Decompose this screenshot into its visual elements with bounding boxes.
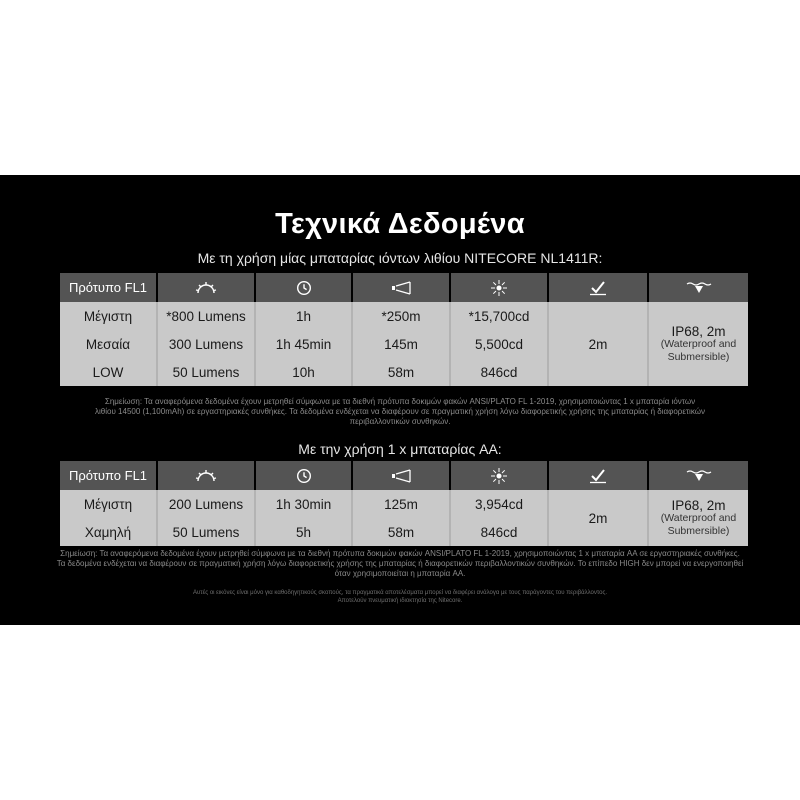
spec-table-li-ion xyxy=(60,273,748,386)
disclaimer xyxy=(0,589,800,605)
impact-cell: 2m xyxy=(548,302,648,386)
mode-cell: Μέγιστη xyxy=(60,302,157,330)
runtime-cell: 1h 30min xyxy=(255,490,352,518)
intensity-cell: 3,954cd xyxy=(450,490,548,518)
brightness-icon xyxy=(195,469,217,483)
table-header-row xyxy=(60,273,748,302)
header-model: Πρότυπο FL1 xyxy=(60,273,157,302)
mode-cell: Μεσαία xyxy=(60,330,157,358)
header-waterproof xyxy=(648,461,748,490)
table-row xyxy=(60,302,748,330)
table-row xyxy=(60,490,748,518)
header-waterproof xyxy=(648,273,748,302)
table-header-row xyxy=(60,461,748,490)
waterproof-note-1: (Waterproof and xyxy=(660,337,737,350)
waterproof-cell xyxy=(648,490,748,546)
waterproof-rating: IP68, 2m xyxy=(671,497,726,513)
waterproof-note-2: Submersible) xyxy=(667,350,730,363)
runtime-cell: 1h 45min xyxy=(255,330,352,358)
section2-subtitle: Με την χρήση 1 x μπαταρίας AA: xyxy=(298,441,502,457)
beam-distance-icon xyxy=(391,469,411,483)
impact-resistance-icon xyxy=(588,280,608,296)
disclaimer-line-2: Αποτελούν πνευματική ιδιοκτησία της Nitecore. xyxy=(337,598,463,604)
page-title: Τεχνικά Δεδομένα xyxy=(275,208,525,240)
header-impact xyxy=(548,273,648,302)
beam-distance-icon xyxy=(391,281,411,295)
header-model: Πρότυπο FL1 xyxy=(60,461,157,490)
mode-cell: LOW xyxy=(60,358,157,386)
waterproof-note-2: Submersible) xyxy=(667,524,730,537)
waterproof-icon xyxy=(686,281,712,295)
header-distance xyxy=(352,273,450,302)
distance-cell: 145m xyxy=(352,330,450,358)
waterproof-note-1: (Waterproof and xyxy=(660,511,737,524)
intensity-icon xyxy=(490,467,508,485)
mode-cell: Χαμηλή xyxy=(60,518,157,546)
header-runtime xyxy=(255,461,352,490)
section1-subtitle: Με τη χρήση μίας μπαταρίας ιόντων λιθίου NITECORE NL1411R: xyxy=(197,250,603,266)
output-cell: 50 Lumens xyxy=(157,518,255,546)
header-intensity xyxy=(450,461,548,490)
clock-icon xyxy=(296,468,312,484)
brightness-icon xyxy=(195,281,217,295)
runtime-cell: 10h xyxy=(255,358,352,386)
header-runtime xyxy=(255,273,352,302)
spec-panel xyxy=(0,175,800,625)
waterproof-rating: IP68, 2m xyxy=(671,323,726,339)
header-output xyxy=(157,273,255,302)
intensity-cell: *15,700cd xyxy=(450,302,548,330)
distance-cell: 58m xyxy=(352,358,450,386)
impact-resistance-icon xyxy=(588,468,608,484)
clock-icon xyxy=(296,280,312,296)
waterproof-cell xyxy=(648,302,748,386)
runtime-cell: 1h xyxy=(255,302,352,330)
intensity-icon xyxy=(490,279,508,297)
waterproof-icon xyxy=(686,469,712,483)
spec-table-aa xyxy=(60,461,748,546)
output-cell: 50 Lumens xyxy=(157,358,255,386)
output-cell: 200 Lumens xyxy=(157,490,255,518)
section1-note: Σημείωση: Τα αναφερόμενα δεδομένα έχουν μετρηθεί σύμφωνα με τα διεθνή πρότυπα δοκιμών φακών ANSI/PLATO FL 1-2019, χρησιμοποιώντας 1 x μπαταρία ιόντων λιθίου 14500 (1,100mAh) σε εργαστηριακές συνθήκες. Τα δεδομένα ενδέχεται να διαφέρουν σε πραγματική χρήση λόγω διαφορετικής χρήσης της μπαταρίας ή διαφορετικών περιβαλλοντικών συνθηκών. xyxy=(95,397,705,426)
distance-cell: 125m xyxy=(352,490,450,518)
header-output xyxy=(157,461,255,490)
intensity-cell: 5,500cd xyxy=(450,330,548,358)
mode-cell: Μέγιστη xyxy=(60,490,157,518)
header-impact xyxy=(548,461,648,490)
section2-note: Σημείωση: Τα αναφερόμενα δεδομένα έχουν μετρηθεί σύμφωνα με τα διεθνή πρότυπα δοκιμών φακών ANSI/PLATO FL 1-2019, χρησιμοποιώντας 1 x μπαταρία AA σε εργαστηριακές συνθήκες. Τα δεδομένα ενδέχεται να διαφέρουν σε πραγματική χρήση λόγω διαφορετικής χρήσης της μπαταρίας ή διαφορετικών περιβαλλοντικών συνθηκών. Το επίπεδο HIGH δεν μπορεί να ενεργοποιηθεί όταν χρησιμοποιείται η μπαταρία AA. xyxy=(56,549,744,578)
header-distance xyxy=(352,461,450,490)
output-cell: 300 Lumens xyxy=(157,330,255,358)
distance-cell: 58m xyxy=(352,518,450,546)
impact-cell: 2m xyxy=(548,490,648,546)
intensity-cell: 846cd xyxy=(450,518,548,546)
disclaimer-line-1: Αυτές οι εικόνες είναι μόνο για καθοδηγητικούς σκοπούς, τα πραγματικά αποτελέσματα μπορεί να διαφέρει ανάλογα με τους παράγοντες του περιβάλλοντος. xyxy=(192,590,608,596)
runtime-cell: 5h xyxy=(255,518,352,546)
distance-cell: *250m xyxy=(352,302,450,330)
output-cell: *800 Lumens xyxy=(157,302,255,330)
intensity-cell: 846cd xyxy=(450,358,548,386)
header-intensity xyxy=(450,273,548,302)
